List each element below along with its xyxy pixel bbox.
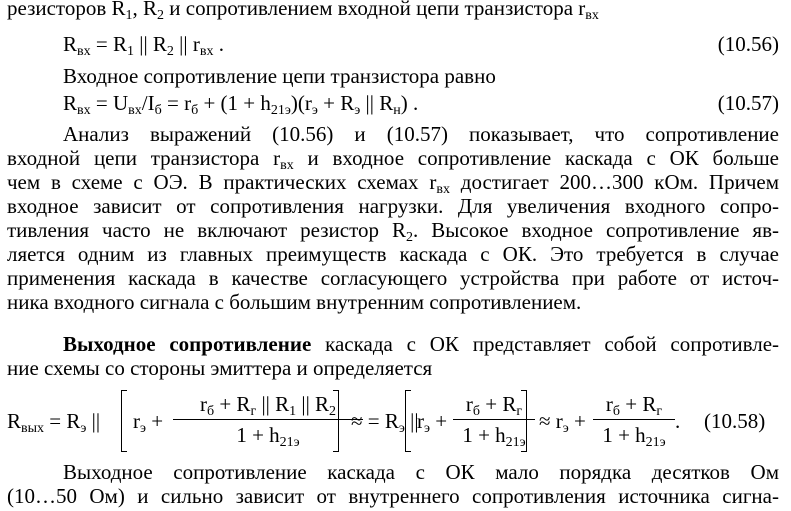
- text-line-3: Входное сопротивление цепи транзистора равно: [63, 64, 496, 88]
- bold-term: Выходное сопротивление: [63, 332, 312, 356]
- paragraph-line: входное зависит от сопротивления нагрузки. Для увеличения входного сопро-: [7, 194, 779, 218]
- paragraph-line: тивления часто не включают резистор $R_2$. Высокое входное сопротивление яв-: [7, 218, 779, 245]
- paragraph-line: Выходное сопротивление каскада с ОК мало порядка десятков Ом: [63, 460, 779, 484]
- equation-number: (10.56): [717, 32, 779, 56]
- equation-number: (10.58): [704, 409, 766, 433]
- paragraph-line: применения каскада в качестве согласующего устройства при работе от источ-: [7, 266, 779, 290]
- paragraph-line: ляется одним из главных преимуществ каскада с ОК. Это требуется в случае: [7, 242, 779, 266]
- equation-10-58: $R_{вых} = R_э$ || $r_э$ + $r_б + R_г$ || $R_1$ || $R_2$ $1 + h_{21э}$ ≈ = $R_э$ || $r_э$ + $r_б + R_г$ $1 + h_{21э}$ ≈ $r_э$ + $r_б + R_г$ $1 + h_{21э}$ . (10.58): [7, 392, 766, 450]
- paragraph-line: ние схемы со стороны эмиттера и определяется: [7, 356, 433, 380]
- paragraph-line: ника входного сигнала с большим внутренним сопротивлением.: [7, 290, 582, 314]
- text-line-1: резисторов $R_1$, $R_2$ и сопротивлением входной цепи транзистора $r_{вх}$: [7, 0, 599, 23]
- paragraph-line: чем в схеме с ОЭ. В практических схемах $r_{вх}$ достигает 200…300 кОм. Причем: [7, 170, 780, 197]
- paragraph-line: Анализ выражений (10.56) и (10.57) показывает, что сопротивление: [63, 122, 779, 146]
- paragraph-line: входной цепи транзистора $r_{вх}$ и входное сопротивление каскада с ОК больше: [7, 146, 779, 173]
- equation-number: (10.57): [717, 91, 779, 115]
- equation-10-57: $R_{вх} = U_{вх}/I_б = r_б + (1 + h_{21э})(r_э + R_э$ || $R_н$) . (10.57): [63, 91, 779, 118]
- paragraph-line: Выходное сопротивление каскада с ОК представляет собой сопротивле-: [63, 332, 780, 356]
- paragraph-line: (10…50 Ом) и сильно зависит от внутреннего сопротивления источника сигна-: [7, 484, 779, 508]
- equation-10-56: $R_{вх} = R_1$ || $R_2$ || $r_{вх}$ . (10.56): [63, 32, 779, 59]
